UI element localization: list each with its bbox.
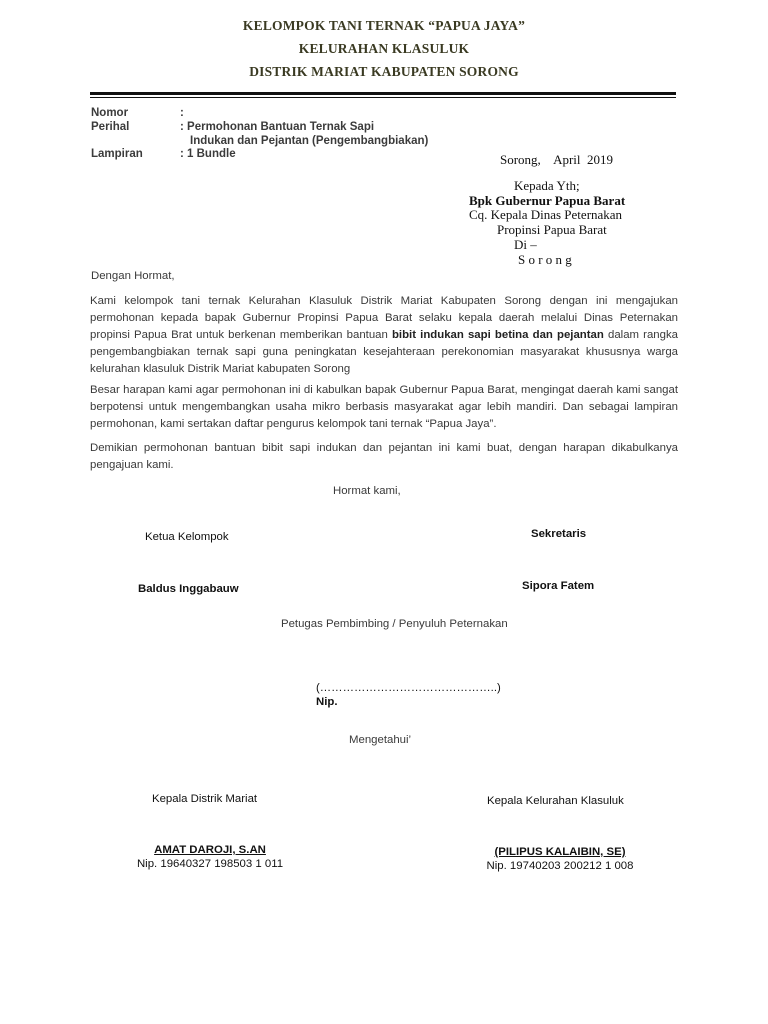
- sekretaris-title: Sekretaris: [531, 528, 587, 540]
- kepala-kelurahan-title: Kepala Kelurahan Klasuluk: [487, 795, 624, 807]
- lampiran-label: Lampiran: [91, 148, 143, 160]
- paragraph-1: [90, 293, 678, 378]
- letterhead-line-2: KELURAHAN KLASULUK: [298, 41, 470, 56]
- paragraph-3: Demikian permohonan bantuan bibit sapi indukan dan pejantan ini kami buat, dengan harapan dikabulkanya pengajuan kami.: [90, 442, 678, 471]
- nomor-separator: :: [180, 107, 184, 119]
- letterhead-line-3: DISTRIK MARIAT KABUPATEN SORONG: [249, 64, 519, 79]
- kepala-distrik-nip: Nip. 19640327 198503 1 011: [136, 858, 284, 870]
- letter-date: Sorong, April 2019: [500, 152, 614, 167]
- salutation: Dengan Hormat,: [91, 270, 175, 282]
- lampiran-value: : 1 Bundle: [180, 148, 236, 160]
- paragraph-2: Besar harapan kami agar permohonan ini di kabulkan bapak Gubernur Papua Barat, mengingat daerah kami sangat berpotensi untuk mengembangkan usaha mikro berbasis masyarakat agar lebih mandiri. Dan sebagai lampiran permohonan, kami sertakan daftar pengurus kelompok tani ternak “Papua Jaya”.: [90, 384, 678, 430]
- address-di: Di –: [514, 237, 537, 252]
- ketua-title: Ketua Kelompok: [145, 531, 229, 543]
- kepala-kelurahan-name-text: (PILIPUS KALAIBIN, SE): [494, 846, 626, 858]
- petugas-name-blank: (………………………………………..): [316, 682, 501, 694]
- paragraph-1-text-b: dalam rangka pengembangbiakan ternak sapi guna peningkatan kesejahteraan perekonomian masyarakat khususnya warga kelurahan klasuluk Distrik Mariat kabupaten Sorong: [90, 329, 678, 375]
- closing: Hormat kami,: [333, 485, 401, 497]
- paragraph-1-bold: bibit indukan sapi betina dan pejantan: [391, 329, 604, 341]
- petugas-nip: Nip.: [316, 696, 338, 708]
- letterhead-rule-thin: [90, 97, 676, 98]
- paragraph-1-text-a: Kami kelompok tani ternak Kelurahan Klasuluk Distrik Mariat Kabupaten Sorong dengan ini mengajukan permohonan kepada bapak Gubernur Propinsi Papua Barat selaku kepala daerah melalui Dinas Peternakan propinsi Papua Brat untuk berkenan memberikan bantuan: [90, 295, 678, 341]
- kepala-distrik-name: [110, 844, 310, 856]
- perihal-value-2: Indukan dan Pejantan (Pengembangbiakan): [190, 135, 429, 147]
- kepala-kelurahan-name: [460, 846, 660, 858]
- nomor-label: Nomor: [91, 107, 129, 119]
- sekretaris-name: Sipora Fatem: [522, 580, 595, 592]
- petugas-title: Petugas Pembimbing / Penyuluh Peternakan: [281, 618, 508, 630]
- address-city: S o r o n g: [518, 252, 572, 267]
- letterhead-line-1: KELOMPOK TANI TERNAK “PAPUA JAYA”: [242, 18, 526, 33]
- address-name: Bpk Gubernur Papua Barat: [469, 193, 626, 208]
- perihal-label: Perihal: [91, 121, 130, 133]
- address-cq: Cq. Kepala Dinas Peternakan: [469, 207, 623, 222]
- address-province: Propinsi Papua Barat: [497, 222, 607, 237]
- kepala-kelurahan-nip: Nip. 19740203 200212 1 008: [486, 860, 634, 872]
- perihal-value-1: : Permohonan Bantuan Ternak Sapi: [180, 121, 375, 133]
- letterhead-rule-thick: [90, 92, 676, 95]
- kepala-distrik-name-text: AMAT DAROJI, S.AN: [154, 844, 266, 856]
- kepala-distrik-title: Kepala Distrik Mariat: [152, 793, 258, 805]
- address-to: Kepada Yth;: [514, 178, 580, 193]
- ketua-name: Baldus Inggabauw: [138, 583, 239, 595]
- mengetahui-label: Mengetahui’: [349, 734, 412, 746]
